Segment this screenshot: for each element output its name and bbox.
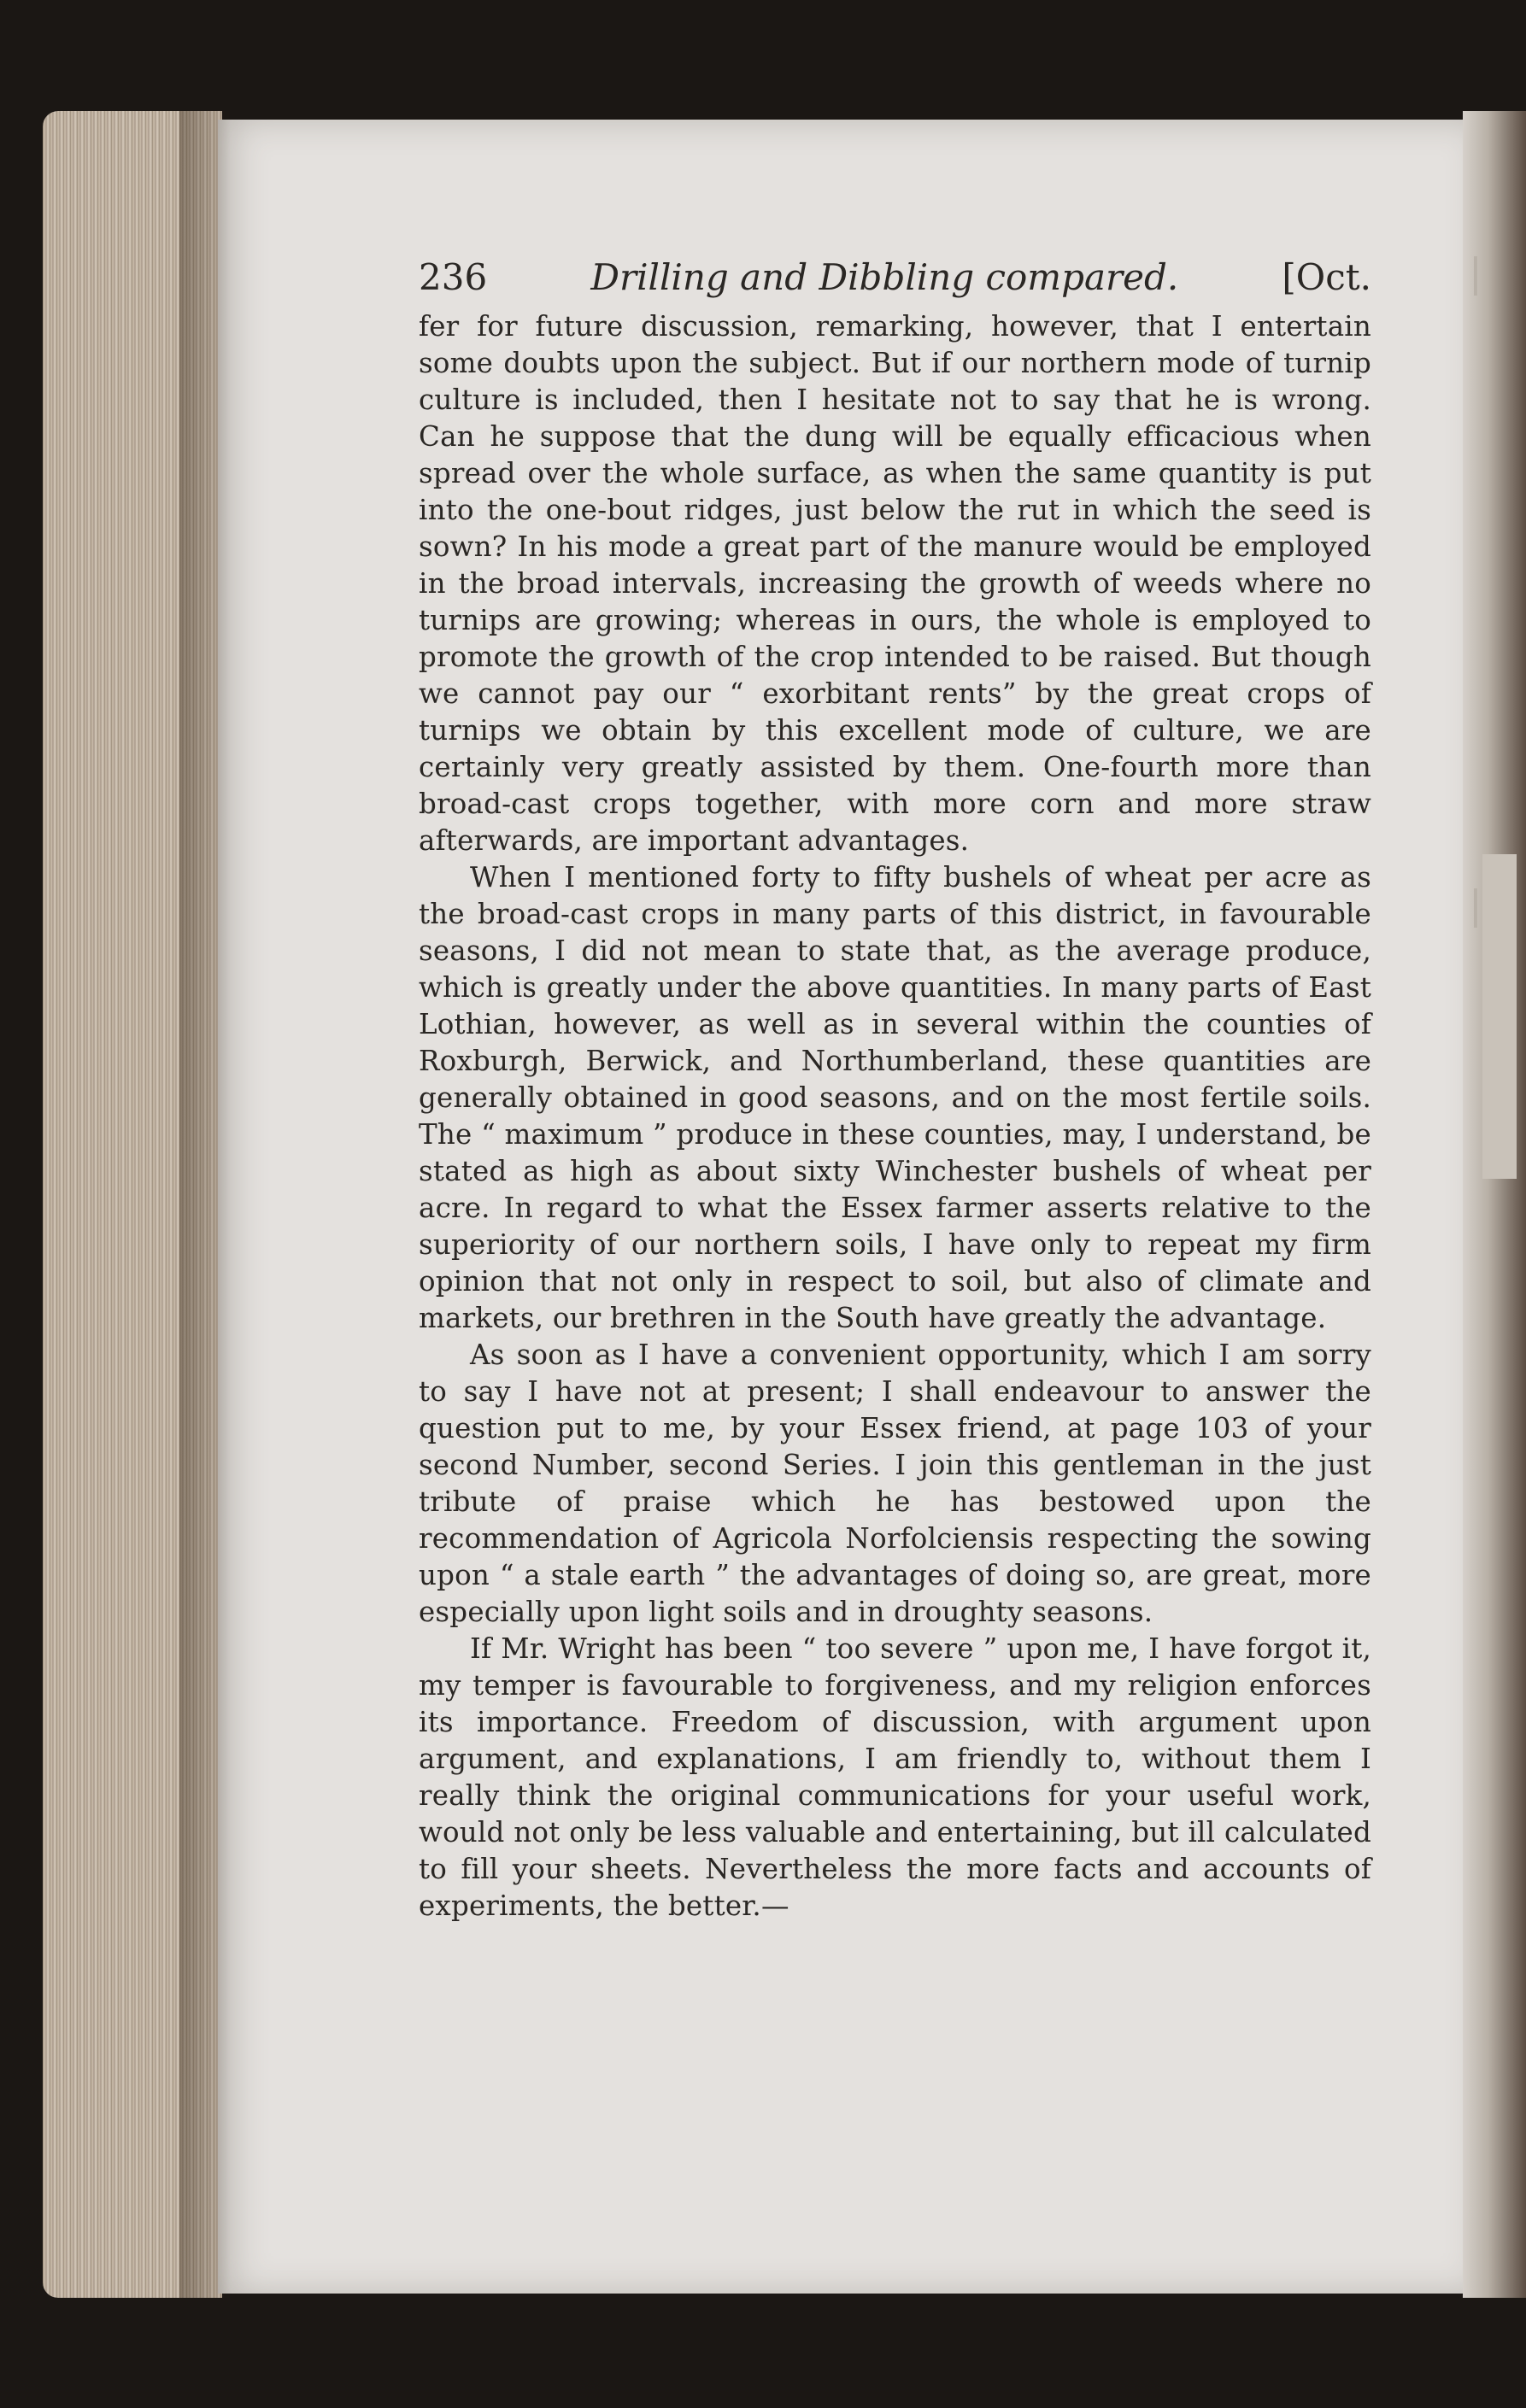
paragraph: When I mentioned forty to fifty bushels of wheat per acre as the broad-cast crops in many parts of this district, in favourable seasons, I did not mean to state that, as the average produce, which is greatly under the above quantities. In many parts of East Lothian, however, as well as in several within the counties of Roxburgh, Berwick, and Northumberland, these quantities are generally obtained in good seasons, and on the most fertile soils. The “ maximum ” produce in these counties, may, I understand, be stated as high as about sixty Winchester bushels of wheat per acre. In regard to what the Essex farmer asserts relative to the superiority of our northern soils, I have only to repeat my firm opinion that not only in respect to soil, but also of climate and markets, our brethren in the South have greatly the advantage. bbox=[419, 861, 1371, 1334]
paragraph: fer for future discussion, remarking, however, that I entertain some doubts upon the subject. But if our northern mode of turnip culture is included, then I hesitate not to say that he is wrong. Can he suppose that the dung will be equally efficacious when spread over the whole surface, as when the same quantity is put into the one-bout ridges, just below the rut in which the seed is sown? In his mode a great part of the manure would be employed in the broad intervals, increasing the growth of weeds where no turnips are growing; whereas in ours, the whole is employed to promote the growth of the crop intended to be raised. But though we cannot pay our “ exorbitant rents” by the great crops of turnips we obtain by this excellent mode of culture, we are certainly very greatly assisted by them. One-fourth more than broad-cast crops together, with more corn and more straw afterwards, are important advantages. bbox=[419, 310, 1371, 857]
running-header bbox=[419, 256, 1371, 298]
page-content bbox=[419, 256, 1371, 1925]
running-title: Drilling and Dibbling compared. bbox=[590, 256, 1179, 298]
running-section: [Oct. bbox=[1282, 256, 1371, 298]
paragraph: As soon as I have a convenient opportunity, which I am sorry to say I have not at present; I shall endeavour to answer the question put to me, by your Essex friend, at page 103 of your second Number, second Series. I join this gentleman in the just tribute of praise which he has bestowed upon the recommendation of Agricola Norfolciensis respecting the sowing upon “ a stale earth ” the advantages of doing so, are great, more especially upon light soils and in droughty seasons. bbox=[419, 1339, 1371, 1628]
facing-page-tab bbox=[1482, 854, 1517, 1179]
body-text bbox=[419, 308, 1371, 1925]
scan-artifact bbox=[1474, 888, 1477, 928]
page-number: 236 bbox=[419, 256, 488, 298]
gutter-shadow bbox=[179, 111, 231, 2298]
paragraph: If Mr. Wright has been “ too severe ” upon me, I have forgot it, my temper is favourable to forgiveness, and my religion enforces its importance. Freedom of discussion, with argument upon argument, and explanations, I am friendly to, without them I really think the original communications for your useful work, would not only be less valuable and entertaining, but ill calculated to fill your sheets. Nevertheless the more facts and accounts of experiments, the better.— bbox=[419, 1632, 1371, 1922]
facing-page-edge bbox=[1463, 111, 1526, 2298]
scan-artifact bbox=[1474, 256, 1477, 296]
